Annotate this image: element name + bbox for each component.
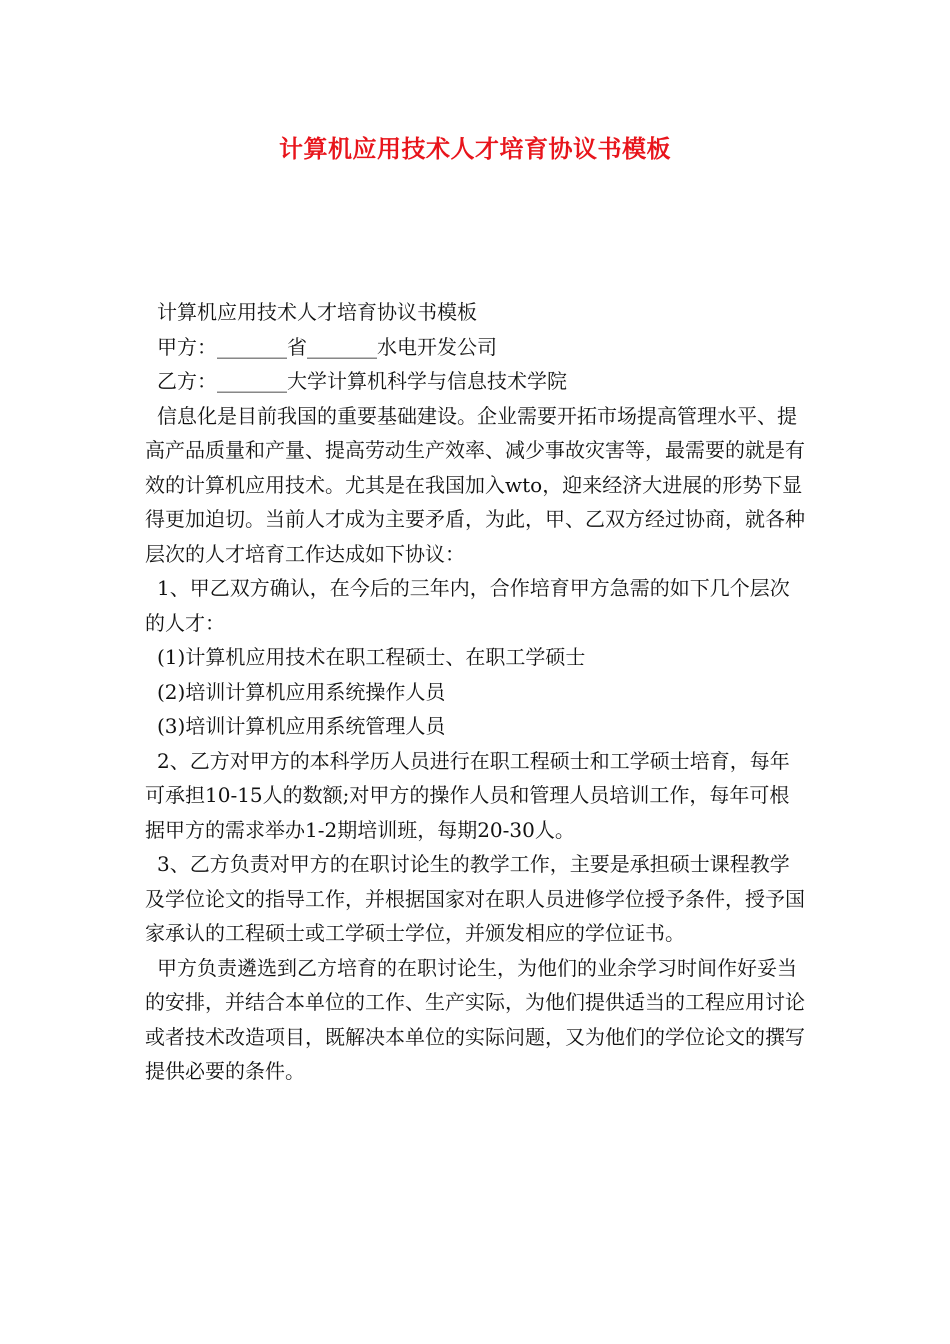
clause-1: 1、甲乙双方确认，在今后的三年内，合作培育甲方急需的如下几个层次的人才：	[145, 576, 790, 635]
clause-1-item-3: (3)培训计算机应用系统管理人员	[157, 714, 446, 738]
clause-2: 2、乙方对甲方的本科学历人员进行在职工程硕士和工学硕士培育，每年可承担10-15人的数额;对甲方的操作人员和管理人员培训工作，每年可根据甲方的需求举办1-2期培训班，每期20-30人。	[145, 748, 790, 842]
document-title: 计算机应用技术人才培育协议书模板	[279, 134, 671, 163]
clause-3: 3、乙方负责对甲方的在职讨论生的教学工作，主要是承担硕士课程教学及学位论文的指导工作，并根据国家对在职人员进修学位授予条件，授予国家承认的工程硕士或工学硕士学位，并颁发相应的学位证书。	[145, 852, 805, 945]
party-a-duty-paragraph: 甲方负责遴选到乙方培育的在职讨论生，为他们的业余学习时间作好妥当的安排，并结合本单位的工作、生产实际，为他们提供适当的工程应用讨论或者技术改造项目，既解决本单位的实际问题，又为他们的学位论文的撰写提供必要的条件。	[145, 955, 805, 1083]
party-b-line: 乙方：_______大学计算机科学与信息技术学院	[157, 369, 567, 393]
clause-1-item-1: (1)计算机应用技术在职工程硕士、在职工学硕士	[157, 645, 586, 669]
party-a-line: 甲方：_______省_______水电开发公司	[157, 334, 497, 359]
body-heading: 计算机应用技术人才培育协议书模板	[157, 300, 477, 324]
intro-paragraph: 信息化是目前我国的重要基础建设。企业需要开拓市场提高管理水平、提高产品质量和产量、提高劳动生产效率、减少事故灾害等，最需要的就是有效的计算机应用技术。尤其是在我国加入wto，迎来经济大进展的形势下显得更加迫切。当前人才成为主要矛盾，为此，甲、乙双方经过协商，就各种层次的人才培育工作达成如下协议：	[145, 403, 805, 566]
document-body	[145, 295, 805, 1089]
clause-1-item-2: (2)培训计算机应用系统操作人员	[157, 679, 446, 704]
